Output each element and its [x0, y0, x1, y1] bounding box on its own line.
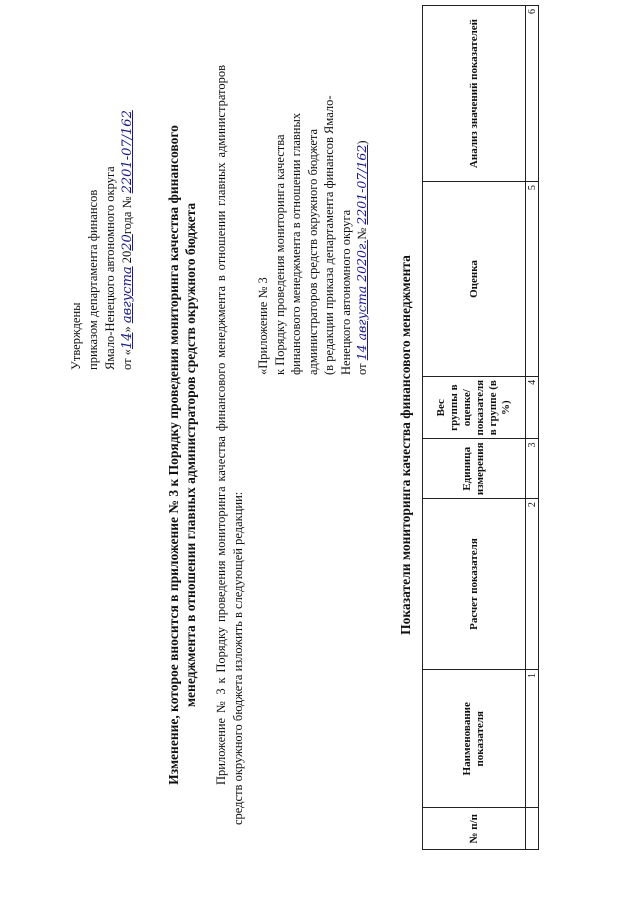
appendix-date: 14 августа 2020г. — [354, 239, 369, 361]
number-cell-2: 2 — [526, 499, 539, 670]
approval-day: 14 — [120, 332, 135, 350]
appendix-line-3: (в редакции приказа департамента финансов Ямало-Ненецкого автономного округа — [322, 95, 353, 375]
table-number-row — [526, 6, 539, 850]
approval-year: 20 — [120, 234, 135, 251]
appendix-line-1: «Приложение № 3 — [256, 277, 270, 375]
document-title: Изменение, которое вносится в приложение № 3 к Порядку проведения мониторинга качества финансового менеджмента в отношении главных администраторов средств окружного бюджета — [166, 125, 198, 785]
number-cell-empty — [526, 808, 539, 850]
header-indicator-name: Наименование показателя — [423, 670, 526, 808]
intro-paragraph: Приложение № 3 к Порядку проведения мониторинга качества финансового менеджмента в отношении главных администраторов средств окружного бюджета изложить в следующей редакции: — [214, 65, 245, 825]
appendix-no: № — [355, 227, 369, 240]
metrics-table — [422, 5, 539, 850]
number-cell-4: 4 — [526, 376, 539, 439]
approval-date-mid: » — [120, 326, 134, 333]
approval-line-2: приказом департамента финансов — [86, 189, 100, 370]
header-number: № п/п — [423, 808, 526, 850]
header-calculation: Расчет показателя — [423, 499, 526, 670]
appendix-close: ) — [355, 140, 369, 145]
approval-line-4 — [119, 110, 136, 370]
approval-year-prefix: 20 — [120, 250, 134, 264]
appendix-date-prefix: от — [355, 363, 369, 375]
header-weight: Вес группы в оценке/ показателя в группе (в %) — [423, 376, 526, 439]
appendix-line-2: к Порядку проведения мониторинга качества финансового менеджмента в отношении главных администраторов средств окружного бюджета — [272, 112, 320, 375]
approval-year-suffix: года № — [120, 196, 134, 235]
appendix-line-4 — [354, 75, 371, 375]
header-unit: Единица измерения — [423, 439, 526, 499]
approval-number: 2201-07/162 — [120, 110, 135, 194]
table-title: Показатели мониторинга качества финансового менеджмента — [398, 255, 413, 635]
header-score: Оценка — [423, 182, 526, 377]
appendix-block — [255, 75, 371, 375]
approval-line-1: Утверждены — [69, 302, 83, 370]
number-cell-6: 6 — [526, 6, 539, 182]
approval-month: августа — [120, 266, 135, 324]
appendix-number: 2201-07/162 — [354, 144, 369, 225]
header-analysis: Анализ значений показателей — [423, 6, 526, 182]
number-cell-3: 3 — [526, 439, 539, 499]
number-cell-5: 5 — [526, 182, 539, 377]
approval-line-3: Ямало-Ненецкого автономного округа — [103, 166, 117, 370]
number-cell-1: 1 — [526, 670, 539, 808]
table-header-row — [423, 6, 526, 850]
approval-date-prefix: от « — [120, 349, 134, 370]
approval-block — [68, 110, 136, 370]
